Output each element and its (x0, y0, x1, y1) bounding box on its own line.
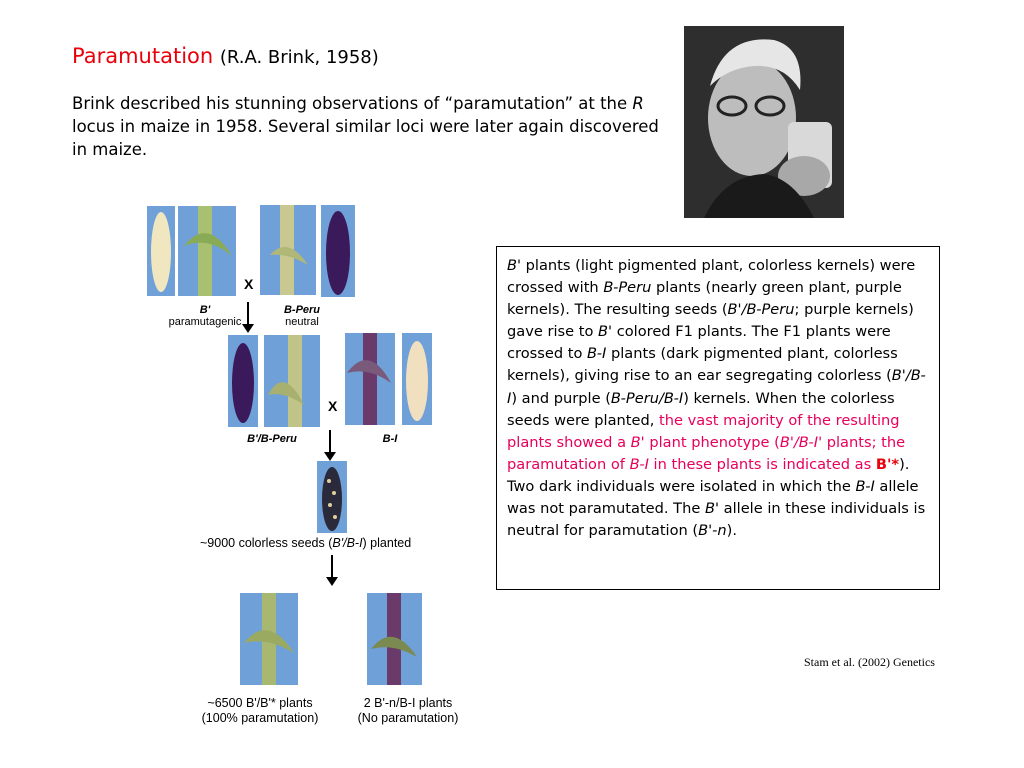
segregating-ear-image (317, 461, 347, 533)
label-bi: B-I (382, 433, 398, 445)
plant-non-paramutated-image (367, 593, 422, 685)
description-box: B' plants (light pigmented plant, colorless kernels) were crossed with B-Peru plants (nearly green plant, purple kernels). The resulting seeds (B'/B-Peru; purple kernels) gave rise to B' colored F1 plants. The F1 plants were crossed to B-I plants (dark pigmented plant, colorless kernels), giving rise to an ear segregating colorless (B'/B-I) and purple (B-Peru/B-I) kernels. When the colorless seeds were planted, the vast majority of the resulting plants showed a B' plant phenotype (B'/B-I' plants; the paramutation of B-I in these plants is indicated as B'*). Two dark individuals were isolated in which the B-I allele was not paramutated. The B' allele in these individuals is neutral for paramutation (B'-n). (496, 246, 940, 590)
slide-title (72, 44, 379, 68)
seeds-caption: ~9000 colorless seeds (B'/B-I) planted (200, 536, 412, 550)
highlight-text: the vast majority of the resulting plants showed a B' plant phenotype (B'/B-I' plants; the paramutation of B-I in these plants is indicated as B'* (507, 411, 906, 473)
paramutated-allele: B'* (875, 455, 900, 473)
title-main: Paramutation (72, 44, 214, 68)
title-sub: (R.A. Brink, 1958) (219, 47, 379, 68)
label-bperu: B-Peru neutral (283, 304, 321, 328)
down-arrow-3 (322, 553, 342, 587)
corn-ear-purple-image (321, 205, 355, 297)
intro-paragraph: Brink described his stunning observations of “paramutation” at the R locus in maize in 1958. Several similar loci were later again discovered in maize. (72, 94, 659, 159)
citation: Stam et al. (2002) Genetics (804, 655, 935, 669)
plant-stem-bperu-image (260, 205, 316, 295)
plant-stem-bi-image (345, 333, 395, 425)
result-caption-1: ~6500 B'/B'* plants (100% paramutation) (201, 696, 319, 725)
result-caption-2: 2 B'-n/B-I plants (No paramutation) (357, 696, 459, 725)
cross-symbol-2: X (328, 398, 338, 414)
corn-ear-light-image (147, 206, 175, 296)
corn-ear-f1-image (228, 335, 258, 427)
plant-paramutated-image (240, 593, 298, 685)
plant-stem-bprime-image (178, 206, 236, 296)
down-arrow-1 (238, 300, 258, 334)
label-f1: B'/B-Peru (247, 433, 297, 445)
corn-ear-bi-image (402, 333, 432, 425)
plant-stem-f1-image (264, 335, 320, 427)
label-bprime: B' paramutagenic (168, 304, 242, 328)
down-arrow-2 (320, 428, 340, 462)
portrait-photo (684, 26, 844, 218)
cross-symbol-1: X (244, 276, 254, 292)
